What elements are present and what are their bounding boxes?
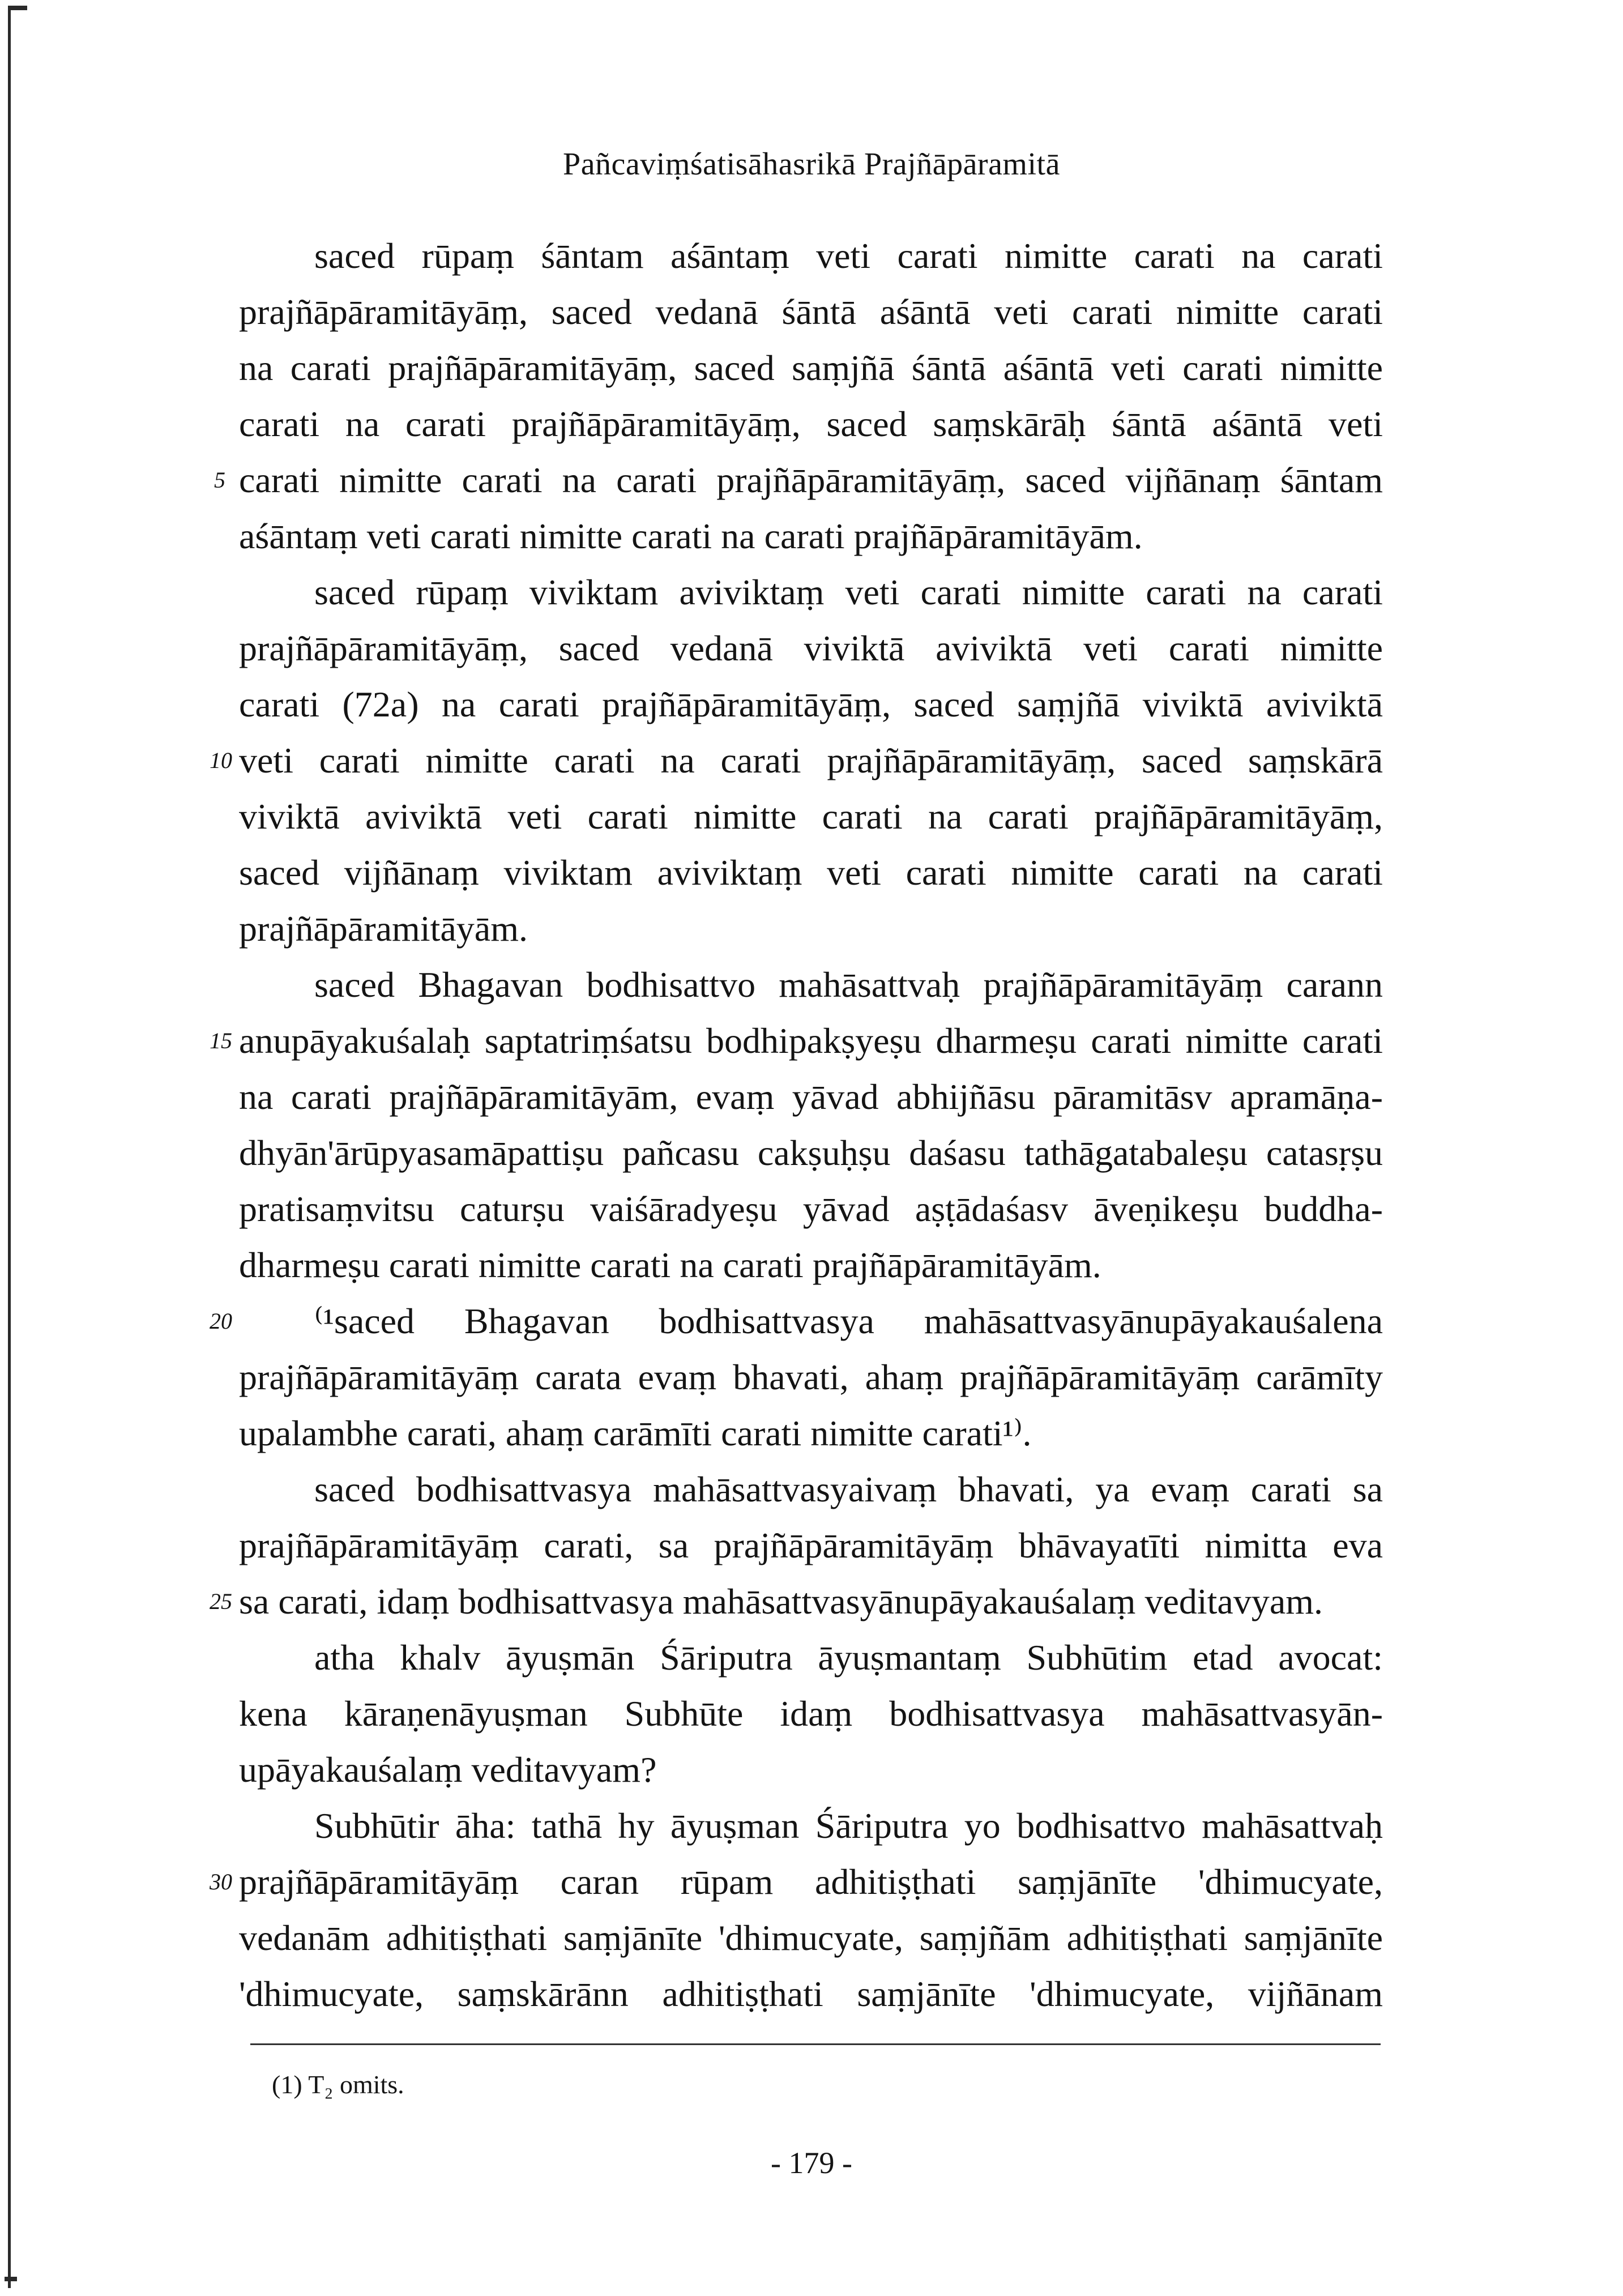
line-text: prajñāpāramitāyāṃ caran rūpam adhitiṣṭhati saṃjānīte 'dhimucyate, xyxy=(239,1862,1383,1902)
line-text: aśāntaṃ veti carati nimitte carati na carati prajñāpāramitāyām. xyxy=(239,516,1143,556)
text-line xyxy=(210,1013,1383,1069)
text-line xyxy=(239,1237,1383,1293)
text-line xyxy=(239,620,1383,676)
text-line xyxy=(239,1181,1383,1237)
text-line xyxy=(239,1798,1383,1854)
text-line xyxy=(210,1854,1383,1910)
text-line xyxy=(239,340,1383,396)
line-text: 'dhimucyate, saṃskārānn adhitiṣṭhati saṃjānīte 'dhimucyate, vijñānam xyxy=(239,1974,1383,2014)
line-number: 10 xyxy=(210,748,232,773)
line-text: saced rūpaṃ viviktam aviviktaṃ veti carati nimitte carati na carati xyxy=(314,572,1383,612)
text-line xyxy=(239,1517,1383,1573)
binding-edge-tick xyxy=(8,6,27,10)
text-line xyxy=(239,1069,1383,1125)
text-line xyxy=(239,788,1383,844)
line-text: veti carati nimitte carati na carati prajñāpāramitāyāṃ, saced saṃskārā xyxy=(239,740,1383,780)
footnote: (1) T₂ omits. xyxy=(272,2070,404,2099)
line-text: dhyān'ārūpyasamāpattiṣu pañcasu cakṣuḥṣu daśasu tathāgatabaleṣu catasṛṣu xyxy=(239,1133,1383,1173)
line-number: 5 xyxy=(214,467,225,493)
text-line xyxy=(239,284,1383,340)
line-text: saced Bhagavan bodhisattvo mahāsattvaḥ prajñāpāramitāyāṃ carann xyxy=(314,965,1383,1005)
line-text: saced vijñānaṃ viviktam aviviktaṃ veti carati nimitte carati na carati xyxy=(239,852,1383,893)
line-text: prajñāpāramitāyāṃ, saced vedanā viviktā aviviktā veti carati nimitte xyxy=(239,628,1383,668)
line-text: atha khalv āyuṣmān Śāriputra āyuṣmantaṃ Subhūtim etad avocat: xyxy=(314,1637,1383,1678)
line-text: ⁽¹saced Bhagavan bodhisattvasya mahāsattvasyānupāyakauśalena xyxy=(314,1301,1383,1341)
line-number: 25 xyxy=(210,1589,232,1614)
text-line xyxy=(210,1573,1383,1629)
text-line xyxy=(239,1405,1383,1461)
text-line xyxy=(239,1629,1383,1685)
line-number: 15 xyxy=(210,1028,232,1053)
line-text: carati na carati prajñāpāramitāyāṃ, saced saṃskārāḥ śāntā aśāntā veti xyxy=(239,404,1383,444)
line-text: saced rūpaṃ śāntam aśāntaṃ veti carati nimitte carati na carati xyxy=(314,236,1383,276)
line-text: Subhūtir āha: tathā hy āyuṣman Śāriputra yo bodhisattvo mahāsattvaḥ xyxy=(314,1806,1383,1846)
text-line xyxy=(239,676,1383,732)
line-text: anupāyakuśalaḥ saptatriṃśatsu bodhipakṣyeṣu dharmeṣu carati nimitte carati xyxy=(239,1021,1383,1061)
text-line xyxy=(239,1742,1383,1798)
text-line xyxy=(239,1910,1383,1966)
text-line xyxy=(214,452,1383,508)
line-text: na carati prajñāpāramitāyām, evaṃ yāvad abhijñāsu pāramitāsv apramāṇa- xyxy=(239,1077,1383,1117)
line-number: 30 xyxy=(210,1869,232,1894)
line-text: saced bodhisattvasya mahāsattvasyaivaṃ bhavati, ya evaṃ carati sa xyxy=(314,1469,1383,1509)
text-line xyxy=(239,508,1383,564)
text-line xyxy=(239,1685,1383,1742)
footnote-rule xyxy=(250,2043,1381,2045)
text-line xyxy=(239,1966,1383,2022)
line-text: carati (72a) na carati prajñāpāramitāyāṃ, saced saṃjñā viviktā aviviktā xyxy=(239,684,1383,724)
text-line xyxy=(210,1293,1383,1349)
line-text: prajñāpāramitāyāṃ carata evaṃ bhavati, ahaṃ prajñāpāramitāyāṃ carāmīty xyxy=(239,1357,1383,1397)
text-line xyxy=(239,1125,1383,1181)
text-line xyxy=(239,844,1383,901)
line-text: upalambhe carati, ahaṃ carāmīti carati nimitte carati¹⁾. xyxy=(239,1413,1032,1453)
text-line xyxy=(210,732,1383,788)
text-line xyxy=(239,228,1383,284)
page-header: Pañcaviṃśatisāhasrikā Prajñāpāramitā xyxy=(563,147,1060,182)
binding-edge-foot xyxy=(5,2277,17,2281)
text-line xyxy=(239,396,1383,452)
text-line xyxy=(239,1349,1383,1405)
line-text: vedanām adhitiṣṭhati saṃjānīte 'dhimucyate, saṃjñām adhitiṣṭhati saṃjānīte xyxy=(239,1918,1383,1958)
line-number: 20 xyxy=(210,1308,232,1334)
line-text: viviktā aviviktā veti carati nimitte carati na carati prajñāpāramitāyāṃ, xyxy=(239,796,1383,837)
line-text: prajñāpāramitāyām. xyxy=(239,908,528,949)
line-text: pratisaṃvitsu caturṣu vaiśāradyeṣu yāvad aṣṭādaśasv āveṇikeṣu buddha- xyxy=(239,1189,1383,1229)
text-line xyxy=(239,901,1383,957)
binding-edge-line xyxy=(8,6,11,2288)
text-line xyxy=(239,957,1383,1013)
text-line xyxy=(239,1461,1383,1517)
line-text: prajñāpāramitāyāṃ carati, sa prajñāpāramitāyāṃ bhāvayatīti nimitta eva xyxy=(239,1525,1383,1565)
line-text: dharmeṣu carati nimitte carati na carati prajñāpāramitāyām. xyxy=(239,1245,1101,1285)
line-text: kena kāraṇenāyuṣman Subhūte idaṃ bodhisattvasya mahāsattvasyān- xyxy=(239,1693,1383,1734)
text-line xyxy=(239,564,1383,620)
line-text: prajñāpāramitāyāṃ, saced vedanā śāntā aśāntā veti carati nimitte carati xyxy=(239,292,1383,332)
line-text: na carati prajñāpāramitāyāṃ, saced saṃjñā śāntā aśāntā veti carati nimitte xyxy=(239,348,1383,388)
line-text: sa carati, idaṃ bodhisattvasya mahāsattvasyānupāyakauśalaṃ veditavyam. xyxy=(239,1581,1323,1621)
line-text: carati nimitte carati na carati prajñāpāramitāyāṃ, saced vijñānaṃ śāntam xyxy=(239,460,1383,500)
main-text xyxy=(210,228,1383,2022)
page-number: - 179 - xyxy=(771,2146,852,2180)
line-text: upāyakauśalaṃ veditavyam? xyxy=(239,1749,657,1790)
